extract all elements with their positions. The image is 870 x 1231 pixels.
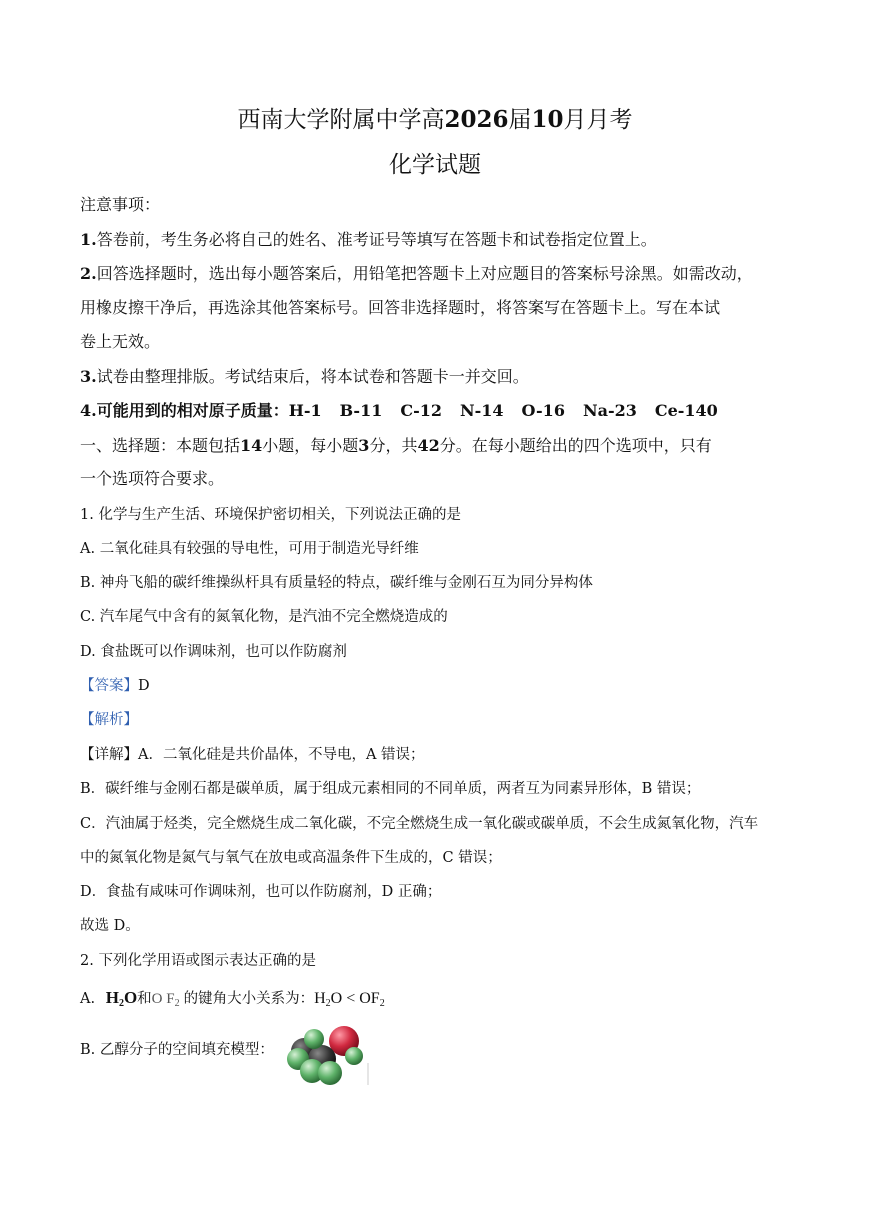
notice-item-1 (80, 228, 657, 252)
q2-option-b (80, 1038, 274, 1062)
title-prefix: 西南大学附属中学高 (237, 107, 445, 133)
q1-detail-c-line-2: 中的氮氧化物是氮气与氧气在放电或高温条件下生成的，C 错误； (80, 850, 502, 866)
q1-detail-a (80, 743, 425, 767)
page-subtitle: 化学试题 (389, 152, 481, 178)
bond-angle-formula (314, 990, 385, 1007)
page-title (0, 105, 870, 135)
analysis-tag: 【解析】 (80, 712, 138, 728)
ethanol-space-filling-model (284, 1023, 374, 1087)
formula-f-sub: 2 (379, 998, 385, 1009)
formula-h-sub: 2 (325, 998, 331, 1009)
hydrogen-atom (345, 1047, 363, 1065)
section-1-heading (80, 434, 712, 458)
q2-stem: 2. 下列化学用语或图示表达正确的是 (80, 953, 316, 969)
notice-heading: 注意事项： (80, 195, 161, 214)
h2o-o: O (123, 988, 138, 1007)
mass-n: N-14 (459, 401, 504, 420)
section-1-text-d: 分。在每小题给出的四个选项中，只有 (439, 436, 712, 455)
q2-a-text: 的键角大小关系为： (183, 991, 315, 1007)
section-1-count: 14 (240, 436, 263, 455)
notice-item-2-num: 2. (80, 264, 97, 283)
mass-na: Na-23 (582, 401, 637, 420)
detail-a-text: A．二氧化硅是共价晶体，不导电，A 错误； (138, 747, 425, 763)
q2-a-prefix: A. (80, 991, 96, 1007)
q1-conclusion: 故选 D。 (80, 918, 140, 934)
formula-h: H (314, 990, 326, 1007)
notice-item-3-num: 3. (80, 367, 97, 386)
notice-item-2-line-2: 用橡皮擦干净后，再选涂其他答案标号。回答非选择题时，将答案写在答题卡上。写在本试 (80, 298, 721, 317)
q1-detail-b: B．碳纤维与金刚石都是碳单质，属于组成元素相同的不同单质，两者互为同素异形体，B 错误； (80, 781, 701, 797)
of2-text: O F (151, 991, 175, 1007)
mass-h: H-1 (288, 401, 322, 420)
mass-b: B-11 (339, 401, 383, 420)
hydrogen-atom (318, 1061, 342, 1085)
answer-tag: 【答案】 (80, 678, 138, 694)
title-year: 2026 (444, 106, 509, 133)
notice-item-3-text: 试卷由整理排版。考试结束后，将本试卷和答题卡一并交回。 (96, 367, 529, 386)
title-suffix: 月月考 (563, 107, 633, 133)
notice-item-4 (80, 399, 718, 423)
section-1-text-b: 小题，每小题 (262, 436, 359, 455)
section-1-heading-line-2: 一个选项符合要求。 (80, 469, 225, 488)
section-1-text-a: 一、选择题：本题包括 (80, 436, 241, 455)
hydrogen-atom (304, 1029, 324, 1049)
notice-item-2-line-1 (80, 262, 753, 286)
q1-option-d: D. 食盐既可以作调味剂，也可以作防腐剂 (80, 644, 347, 660)
q1-detail-d: D．食盐有咸味可作调味剂，也可以作防腐剂，D 正确； (80, 884, 442, 900)
h2o-sub: 2 (118, 998, 124, 1009)
notice-item-4-num: 4. (80, 401, 97, 420)
notice-item-1-text: 答卷前，考生务必将自己的姓名、准考证号等填写在答题卡和试卷指定位置上。 (96, 230, 657, 249)
mass-c: C-12 (400, 401, 442, 420)
of2-formula-image (152, 991, 180, 1007)
section-1-points-total: 42 (417, 436, 440, 455)
mass-o: O-16 (521, 401, 565, 420)
notice-item-1-num: 1. (80, 230, 97, 249)
q1-option-c: C. 汽车尾气中含有的氮氧化物，是汽油不完全燃烧造成的 (80, 609, 448, 625)
title-mid: 届 (508, 107, 532, 133)
section-1-text-c: 分，共 (369, 436, 418, 455)
answer-value: D (138, 678, 150, 694)
mass-ce: Ce-140 (654, 401, 718, 420)
q2-option-a (80, 986, 385, 1016)
notice-item-2-text: 回答选择题时，选出每小题答案后，用铅笔把答题卡上对应题目的答案标号涂黑。如需改动， (96, 264, 753, 283)
section-1-points-each: 3 (358, 436, 370, 455)
q2-a-and: 和 (137, 991, 152, 1007)
h2o-formula-image (106, 988, 137, 1007)
formula-rest: O < OF (330, 990, 380, 1007)
q1-option-a: A. 二氧化硅具有较强的导电性，可用于制造光导纤维 (80, 541, 419, 557)
q1-stem: 1. 化学与生产生活、环境保护密切相关，下列说法正确的是 (80, 507, 461, 523)
notice-item-4-text: 可能用到的相对原子质量： (96, 401, 289, 420)
q1-answer (80, 674, 150, 698)
h2o-h: H (105, 988, 119, 1007)
detail-tag: 【详解】 (80, 747, 138, 763)
title-month: 10 (531, 106, 564, 133)
q1-option-b: B. 神舟飞船的碳纤维操纵杆具有质量轻的特点，碳纤维与金刚石互为同分异构体 (80, 575, 593, 591)
of2-sub: 2 (174, 998, 180, 1009)
q1-detail-c-line-1: C．汽油属于烃类，完全燃烧生成二氧化碳，不完全燃烧生成一氧化碳或碳单质，不会生成氮氧化物，汽车 (80, 816, 759, 832)
notice-item-2-line-3: 卷上无效。 (80, 332, 161, 351)
q2-b-text: B. 乙醇分子的空间填充模型： (80, 1042, 274, 1058)
notice-item-3 (80, 365, 529, 389)
